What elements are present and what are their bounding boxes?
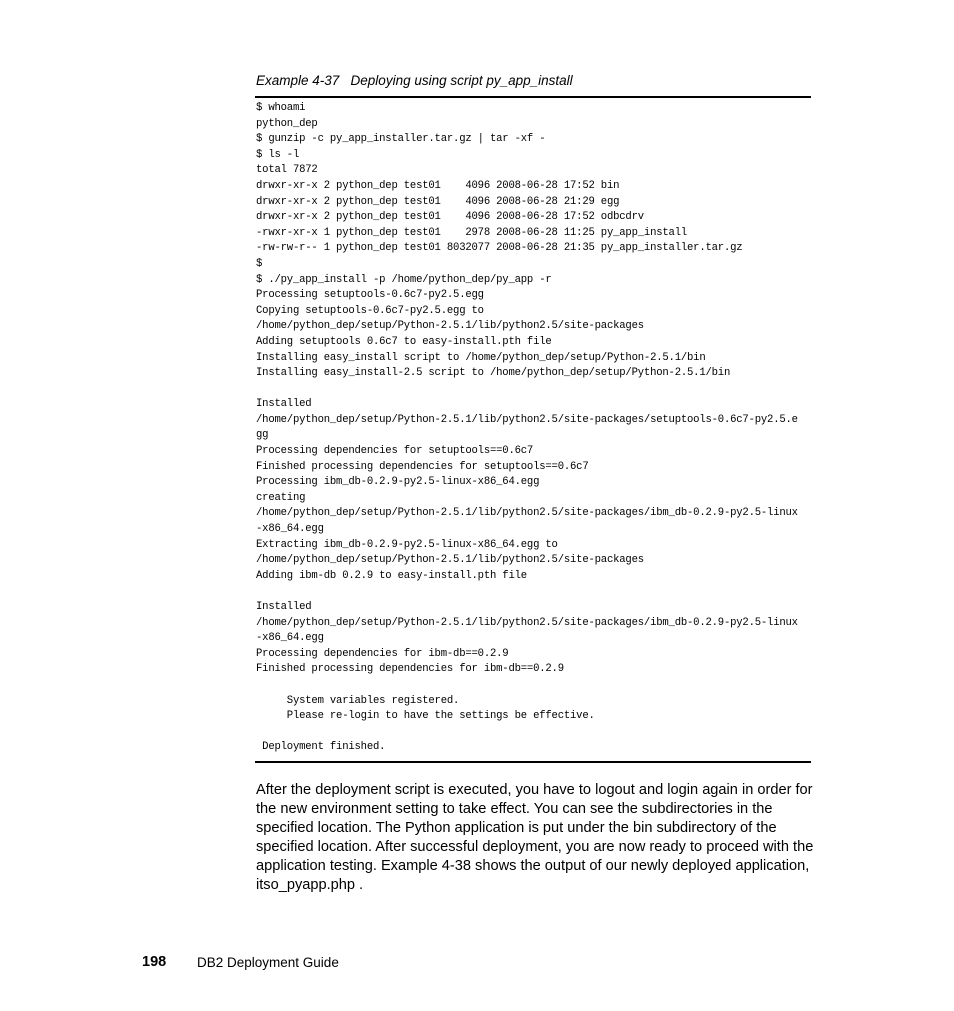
code-line: Finished processing dependencies for setuptools==0.6c7	[256, 460, 589, 473]
code-line: Installing easy_install script to /home/python_dep/setup/Python-2.5.1/bin	[256, 351, 706, 364]
code-line	[256, 584, 798, 600]
code-line: -rw-rw-r-- 1 python_dep test01 8032077 2008-06-28 21:35 py_app_installer.tar.gz	[256, 242, 743, 255]
example-caption: Example 4-37 Deploying using script py_app_install	[256, 73, 573, 88]
book-title: DB2 Deployment Guide	[197, 955, 339, 970]
code-line: gg	[256, 429, 269, 442]
code-line: -x86_64.egg	[256, 523, 324, 536]
code-line: Adding setuptools 0.6c7 to easy-install.pth file	[256, 335, 552, 348]
code-line: /home/python_dep/setup/Python-2.5.1/lib/python2.5/site-packages	[256, 554, 644, 567]
code-line: Extracting ibm_db-0.2.9-py2.5-linux-x86_64.egg to	[256, 538, 558, 551]
code-line: Deployment finished.	[256, 741, 386, 754]
code-line: Installed	[256, 398, 312, 411]
code-line: Processing dependencies for ibm-db==0.2.9	[256, 647, 509, 660]
code-line: $	[256, 257, 263, 270]
code-line: /home/python_dep/setup/Python-2.5.1/lib/python2.5/site-packages	[256, 320, 644, 333]
code-line: /home/python_dep/setup/Python-2.5.1/lib/python2.5/site-packages/ibm_db-0.2.9-py2.5-linux	[256, 616, 798, 629]
code-line: python_dep	[256, 117, 318, 130]
code-line	[256, 678, 798, 694]
code-line: -rwxr-xr-x 1 python_dep test01 2978 2008-06-28 11:25 py_app_install	[256, 226, 688, 239]
code-line: Copying setuptools-0.6c7-py2.5.egg to	[256, 304, 484, 317]
code-line: total 7872	[256, 164, 318, 177]
code-line: System variables registered.	[256, 694, 460, 707]
code-line	[256, 382, 798, 398]
code-line: Finished processing dependencies for ibm-db==0.2.9	[256, 663, 564, 676]
code-line: $ ls -l	[256, 148, 300, 161]
code-line: -x86_64.egg	[256, 632, 324, 645]
code-line: Installing easy_install-2.5 script to /home/python_dep/setup/Python-2.5.1/bin	[256, 367, 731, 380]
code-line: drwxr-xr-x 2 python_dep test01 4096 2008-06-28 21:29 egg	[256, 195, 620, 208]
code-line: $ gunzip -c py_app_installer.tar.gz | tar -xf -	[256, 133, 546, 146]
code-line: Processing ibm_db-0.2.9-py2.5-linux-x86_64.egg	[256, 476, 540, 489]
body-paragraph: After the deployment script is executed, you have to logout and login again in order for the new environment setting to take effect. You can see the subdirectories in the specified location. The Python application is put under the bin subdirectory of the specified location. After successful deployment, you are now ready to proceed with the application testing. Example 4-38 shows the output of our newly deployed application, itso_pyapp.php .	[256, 782, 814, 893]
code-listing	[256, 101, 798, 756]
code-line: creating	[256, 491, 306, 504]
code-line: $ ./py_app_install -p /home/python_dep/py_app -r	[256, 273, 552, 286]
example-bottom-rule	[255, 761, 811, 763]
code-line: Please re-login to have the settings be effective.	[256, 710, 595, 723]
code-line: Processing setuptools-0.6c7-py2.5.egg	[256, 289, 484, 302]
code-line: /home/python_dep/setup/Python-2.5.1/lib/python2.5/site-packages/ibm_db-0.2.9-py2.5-linux	[256, 507, 798, 520]
page-number: 198	[142, 954, 167, 970]
code-line	[256, 725, 798, 741]
code-line: Installed	[256, 601, 312, 613]
code-line: Adding ibm-db 0.2.9 to easy-install.pth file	[256, 569, 527, 582]
code-line: drwxr-xr-x 2 python_dep test01 4096 2008-06-28 17:52 bin	[256, 179, 620, 192]
code-line: /home/python_dep/setup/Python-2.5.1/lib/python2.5/site-packages/setuptools-0.6c7-py2.5.e	[256, 413, 798, 426]
example-top-rule	[255, 96, 811, 98]
code-line: Processing dependencies for setuptools==0.6c7	[256, 445, 534, 458]
code-line: drwxr-xr-x 2 python_dep test01 4096 2008-06-28 17:52 odbcdrv	[256, 211, 644, 224]
code-line: $ whoami	[256, 102, 306, 114]
